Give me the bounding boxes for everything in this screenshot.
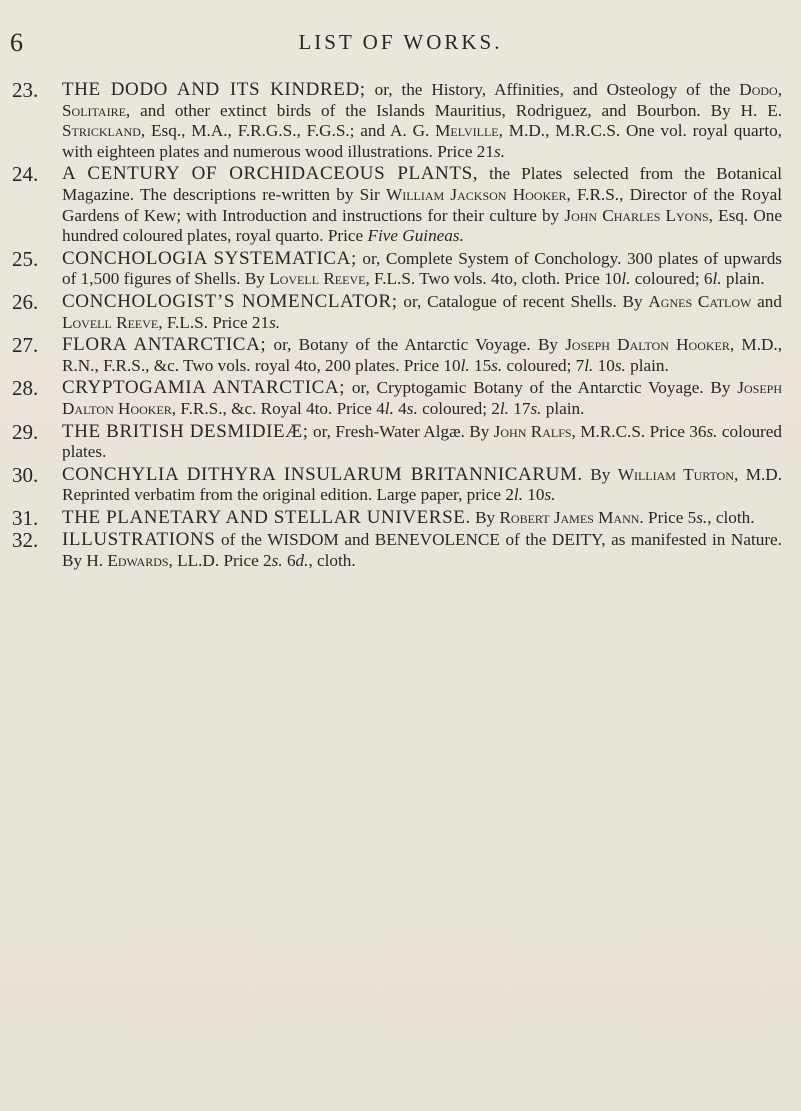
- entry-number: 32.: [12, 528, 39, 553]
- page-number: 6: [10, 28, 23, 57]
- entry-text: d.: [295, 551, 309, 571]
- entry-text: s.: [491, 355, 503, 375]
- entry-text: John Charles Lyons,: [564, 205, 713, 225]
- entry-text: s.: [614, 355, 626, 375]
- entry-text: coloured; 6: [630, 269, 713, 289]
- entry-text: or, Catalogue of recent Shells. By: [397, 291, 649, 311]
- entry-text: 4: [393, 398, 407, 418]
- entry-text: s.: [494, 141, 505, 161]
- entry-text: Strickland,: [62, 121, 146, 141]
- entry-text: Price 5: [643, 507, 697, 527]
- list-item: [12, 246, 782, 290]
- entry-text: plain.: [625, 355, 669, 375]
- entry-text: coloured; 2: [417, 398, 500, 418]
- entry-number: 24.: [12, 162, 39, 187]
- entry-number: 26.: [12, 289, 39, 314]
- entry-text: s.: [406, 398, 418, 418]
- entry-title: THE PLANETARY AND STELLAR UNIVERSE.: [62, 506, 471, 528]
- entry-text: l.: [584, 355, 594, 375]
- entry-text: plain.: [541, 398, 585, 418]
- entry-text: or, Fresh-Water Algæ. By: [308, 421, 494, 441]
- entry-title: THE DODO AND ITS KINDRED;: [62, 79, 366, 100]
- entry-text: Robert James Mann.: [499, 507, 644, 527]
- entry-text: 15: [469, 355, 492, 375]
- entry-text: or, Complete System of Conchology. 300 plates of upwards of 1,500 figures of Shells. By: [62, 248, 782, 289]
- works-list: [12, 80, 782, 574]
- entry-title: CONCHOLOGIA SYSTEMATICA;: [62, 247, 357, 269]
- entry-number: 31.: [12, 505, 39, 530]
- entry-number: 25.: [12, 246, 39, 271]
- list-item: [12, 419, 782, 463]
- entry-text: s.: [544, 485, 556, 505]
- entry-text: as manifested in Nature. By: [62, 530, 782, 571]
- entry-text: l.: [460, 355, 470, 375]
- entry-text: Esq. One hundred coloured plates, royal quarto. Price: [62, 205, 782, 246]
- entry-text: l.: [621, 269, 631, 289]
- entry-text: By: [582, 464, 618, 484]
- entry-text: F.L.S. Two vols. 4to, cloth. Price 10: [369, 269, 622, 289]
- entry-text: 6: [282, 551, 296, 571]
- entry-text: s.: [530, 398, 542, 418]
- entry-title: FLORA ANTARCTICA;: [62, 334, 267, 356]
- entry-number: 30.: [12, 462, 39, 487]
- entry-text: M.D., R.N., F.R.S., &c. Two vols. royal 4to, 200 plates. Price 10: [62, 335, 782, 375]
- entry-text: plain.: [721, 269, 765, 289]
- entry-number: 27.: [12, 333, 39, 358]
- list-item: [12, 335, 782, 376]
- entry-text: Melville,: [435, 121, 503, 141]
- entry-text: M.R.C.S. Price 36: [575, 421, 707, 441]
- list-item: [12, 164, 782, 246]
- entry-text: 17: [508, 398, 531, 418]
- entry-text: s.: [706, 421, 718, 441]
- entry-text: BENEVOLENCE: [374, 530, 500, 550]
- entry-text: WISDOM: [267, 530, 339, 550]
- entry-text: and: [338, 530, 375, 550]
- page-header: [0, 28, 801, 58]
- entry-text: , cloth.: [707, 507, 755, 527]
- entry-text: LL.D. Price 2: [172, 551, 272, 571]
- entry-text: of the: [215, 530, 268, 550]
- entry-text: John Ralfs,: [493, 421, 576, 441]
- entry-text: 10: [523, 485, 545, 505]
- entry-text: s.: [696, 507, 708, 527]
- entry-number: 28.: [12, 376, 39, 401]
- entry-title: THE BRITISH DESMIDIEÆ;: [62, 420, 309, 442]
- entry-text: l.: [513, 485, 523, 505]
- entry-text: or, the History, Affinities, and Osteology of the: [365, 80, 740, 99]
- entry-text: l.: [384, 398, 394, 418]
- entry-title: ILLUSTRATIONS: [62, 529, 216, 551]
- entry-text: By: [470, 507, 500, 527]
- entry-text: F.L.S. Price 21: [162, 312, 270, 332]
- entry-text: Esq., M.A., F.R.G.S., F.G.S.; and A. G.: [145, 121, 436, 141]
- entry-text: and other extinct birds of the Islands Mauritius, Rodriguez, and Bourbon. By H. E.: [130, 100, 782, 120]
- entry-text: Agnes Catlow: [648, 291, 752, 311]
- list-item: [12, 378, 782, 419]
- entry-text: s.: [271, 551, 283, 571]
- entry-text: coloured plates.: [62, 421, 782, 462]
- entry-text: l.: [712, 269, 722, 289]
- entry-title: CONCHOLOGIST’S NOMENCLATOR;: [62, 290, 398, 312]
- entry-text: William Jackson Hooker,: [385, 184, 571, 204]
- entry-number: 23.: [12, 78, 39, 102]
- entry-text: of the: [499, 530, 552, 550]
- entry-text: M.D. Reprinted verbatim from the original edition. Large paper, price 2: [62, 464, 782, 505]
- list-item: [12, 289, 782, 333]
- entry-text: Lovell Reeve,: [269, 269, 370, 289]
- list-item: [12, 530, 782, 571]
- list-item: [12, 80, 782, 162]
- entry-text: and: [751, 291, 782, 311]
- entry-text: F.R.S., Director of the Royal Gardens of Kew; with Introduction and instructions for their culture by: [62, 184, 782, 225]
- entry-text: s.: [269, 312, 281, 332]
- entry-text: Joseph Dalton Hooker,: [62, 378, 782, 418]
- entry-text: Joseph Dalton Hooker,: [565, 335, 735, 355]
- entry-text: Lovell Reeve,: [62, 312, 163, 332]
- entry-title: CONCHYLIA DITHYRA INSULARUM BRITANNICARUM.: [62, 463, 583, 485]
- entry-text: 10: [593, 355, 615, 375]
- entry-text: H. Edwards,: [86, 551, 173, 571]
- running-title: LIST OF WORKS.: [298, 30, 503, 54]
- entry-text: William Turton,: [617, 464, 739, 484]
- entry-text: the Plates selected from the Botanical Magazine. The descriptions re-written by Sir: [62, 164, 782, 204]
- list-item: [12, 462, 782, 506]
- entry-text: Dodo, Solitaire,: [62, 80, 782, 120]
- entry-text: Five Guineas.: [367, 226, 464, 246]
- entry-text: or, Cryptogamic Botany of the Antarctic Voyage. By: [345, 378, 738, 398]
- list-item: [12, 505, 782, 530]
- entry-text: F.R.S., &c. Royal 4to. Price 4: [176, 398, 385, 418]
- entry-text: , cloth.: [308, 551, 356, 571]
- entry-text: coloured; 7: [502, 355, 585, 375]
- entry-title: CRYPTOGAMIA ANTARCTICA;: [62, 377, 346, 399]
- entry-text: DEITY,: [551, 530, 606, 550]
- entry-title: A CENTURY OF ORCHIDACEOUS PLANTS,: [62, 163, 479, 185]
- entry-text: M.D., M.R.C.S. One vol. royal quarto, with eighteen plates and numerous wood illustrations. Price 21: [62, 121, 782, 161]
- entry-text: or, Botany of the Antarctic Voyage. By: [266, 335, 566, 355]
- entry-number: 29.: [12, 419, 39, 444]
- entry-text: l.: [499, 398, 509, 418]
